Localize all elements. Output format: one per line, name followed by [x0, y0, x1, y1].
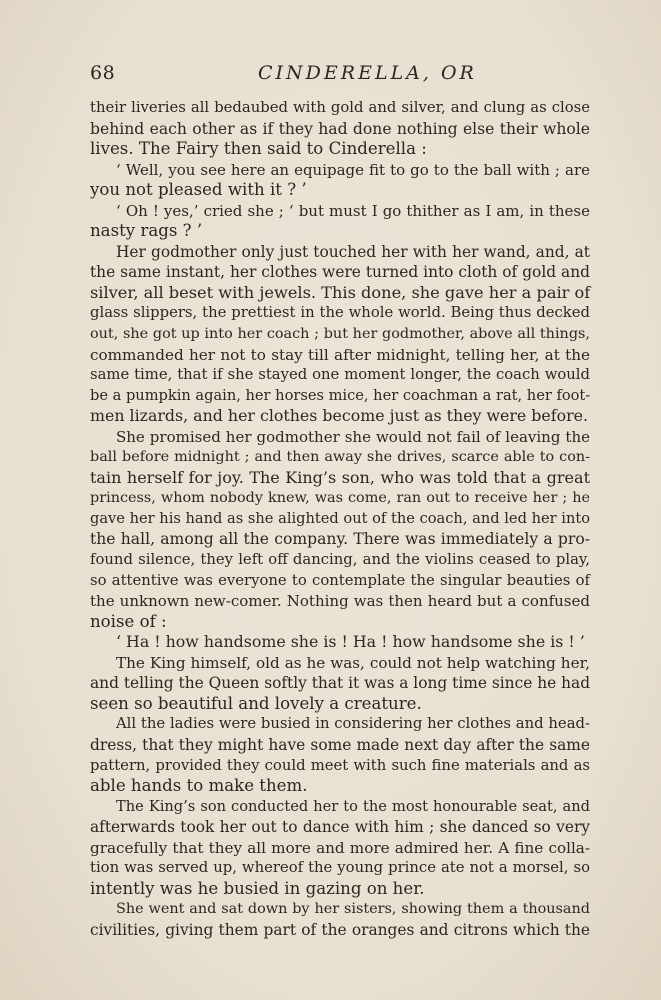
text-line: The King himself, old as he was, could not help watching her, — [116, 653, 590, 672]
text-line: able hands to make them. — [90, 776, 308, 796]
text-line: afterwards took her out to dance with him ; she danced so very — [90, 818, 590, 837]
text-line: intently was he busied in gazing on her. — [90, 878, 425, 898]
text-line: ball before midnight ; and then away she drives, scarce able to con- — [90, 449, 590, 466]
text-line: silver, all beset with jewels. This done, she gave her a pair of — [90, 282, 591, 302]
text-line: The King’s son conducted her to the most honourable seat, and — [116, 797, 590, 815]
text-line: the unknown new-comer. Nothing was then heard but a confused — [90, 592, 590, 611]
text-line: the same instant, her clothes were turned into cloth of gold and — [90, 263, 590, 282]
text-line: lives. The Fairy then said to Cinderella : — [90, 139, 427, 159]
text-line: tion was served up, whereof the young prince ate not a morsel, so — [90, 859, 590, 877]
page-header — [90, 62, 590, 90]
text-line: tain herself for joy. The King’s son, who was told that a great — [90, 467, 590, 487]
text-line: men lizards, and her clothes become just as they were before. — [90, 406, 589, 426]
text-line: out, she got up into her coach ; but her godmother, above all things, — [90, 326, 590, 343]
text-line: their liveries all bedaubed with gold and silver, and clung as close — [90, 99, 590, 116]
text-line: civilities, giving them part of the oranges and citrons which the — [90, 920, 590, 939]
text-line: seen so beautiful and lovely a creature. — [90, 693, 422, 713]
text-line: She went and sat down by her sisters, showing them a thousand — [116, 901, 590, 918]
text-line: Her godmother only just touched her with her wand, and, at — [116, 242, 590, 261]
text-line: nasty rags ? ’ — [90, 221, 203, 241]
text-line: She promised her godmother she would not fail of leaving the — [116, 427, 590, 446]
running-head: CINDERELLA, OR — [258, 62, 477, 84]
text-line: so attentive was everyone to contemplate the singular beauties of — [90, 571, 590, 589]
body-text — [90, 98, 590, 940]
text-line: ‘ Ha ! how handsome she is ! Ha ! how handsome she is ! ’ — [116, 632, 585, 652]
page-number: 68 — [90, 62, 116, 84]
text-line: glass slippers, the prettiest in the whole world. Being thus decked — [90, 304, 590, 322]
text-line: noise of : — [90, 611, 167, 631]
text-line: All the ladies were busied in considering her clothes and head- — [116, 715, 590, 733]
text-line: same time, that if she stayed one moment longer, the coach would — [90, 366, 590, 384]
text-line: commanded her not to stay till after midnight, telling her, at the — [90, 345, 590, 364]
text-line: gave her his hand as she alighted out of the coach, and led her into — [90, 509, 590, 527]
text-line: dress, that they might have some made next day after the same — [90, 735, 590, 754]
text-line: found silence, they left off dancing, and the violins ceased to play, — [90, 551, 590, 569]
text-line: gracefully that they all more and more admired her. A fine colla- — [90, 838, 590, 857]
text-line: princess, whom nobody knew, was come, ran out to receive her ; he — [90, 490, 590, 507]
text-line: be a pumpkin again, her horses mice, her coachman a rat, her foot- — [90, 386, 591, 404]
text-line: behind each other as if they had done nothing else their whole — [90, 119, 590, 138]
text-line: you not pleased with it ? ’ — [90, 180, 307, 200]
text-line: and telling the Queen softly that it was a long time since he had — [90, 674, 591, 693]
text-line: ‘ Oh ! yes,’ cried she ; ‘ but must I go thither as I am, in these — [116, 201, 590, 220]
text-line: ‘ Well, you see here an equipage fit to go to the ball with ; are — [116, 160, 590, 179]
text-line: pattern, provided they could meet with such fine materials and as — [90, 756, 590, 774]
text-line: the hall, among all the company. There was immediately a pro- — [90, 530, 590, 549]
